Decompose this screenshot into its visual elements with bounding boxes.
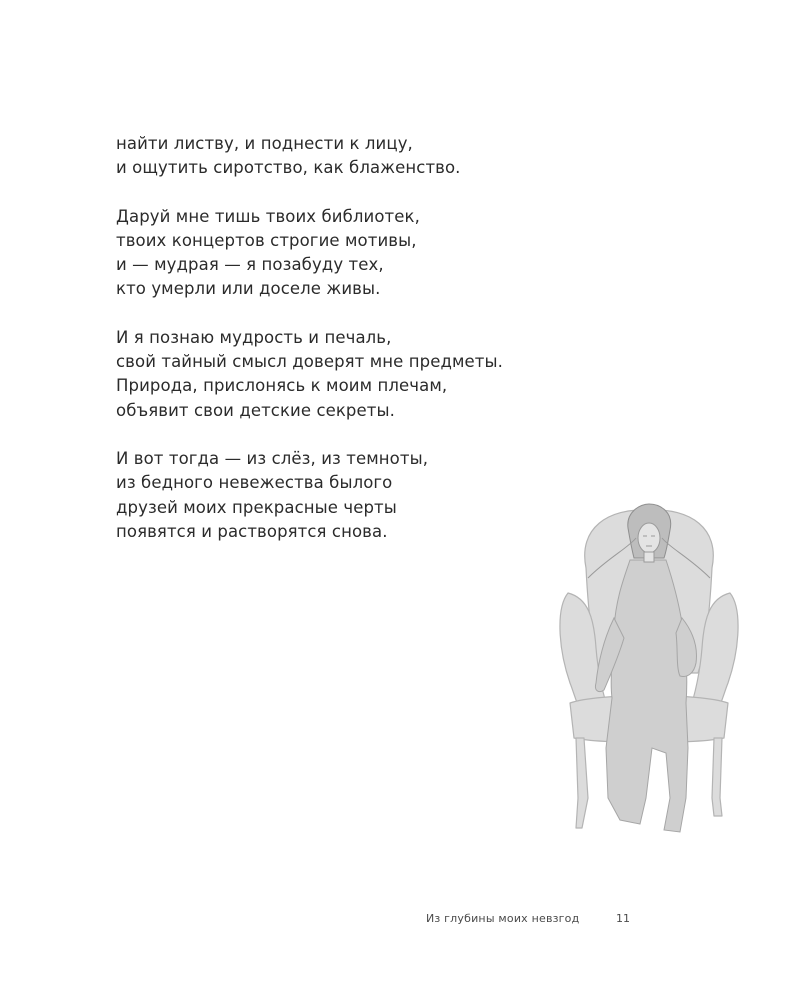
stanza-3 (116, 326, 596, 423)
poem-line: и ощутить сиротство, как блаженство. (116, 158, 461, 178)
poem-line: найти листву, и поднести к лицу, (116, 134, 413, 153)
stanza-4 (116, 447, 596, 544)
poem-line: И я познаю мудрость и печаль, (116, 327, 392, 347)
woman-in-armchair-illustration (548, 498, 750, 843)
poem-line: твоих концертов строгие мотивы, (116, 230, 417, 250)
poem-line: Даруй мне тишь твоих библиотек, (116, 206, 420, 226)
poem-line: появятся и растворятся снова. (116, 521, 388, 541)
stanza-2 (116, 205, 596, 302)
poem-line: И вот тогда — из слёз, из темноты, (116, 448, 429, 468)
poem-line: друзей моих прекрасные черты (116, 497, 397, 517)
poem-line: из бедного невежества былого (116, 473, 393, 493)
poem-line: свой тайный смысл доверят мне предметы. (116, 352, 503, 372)
poem-text (116, 132, 596, 568)
poem-line: объявит свои детские секреты. (116, 400, 395, 420)
page-number: 11 (616, 912, 630, 925)
poem-line: и — мудрая — я позабуду тех, (116, 255, 384, 275)
running-footer-title: Из глубины моих невзгод (426, 912, 580, 925)
stanza-1 (116, 132, 596, 181)
poem-line: кто умерли или доселе живы. (116, 279, 381, 299)
poem-line: Природа, прислонясь к моим плечам, (116, 376, 448, 396)
